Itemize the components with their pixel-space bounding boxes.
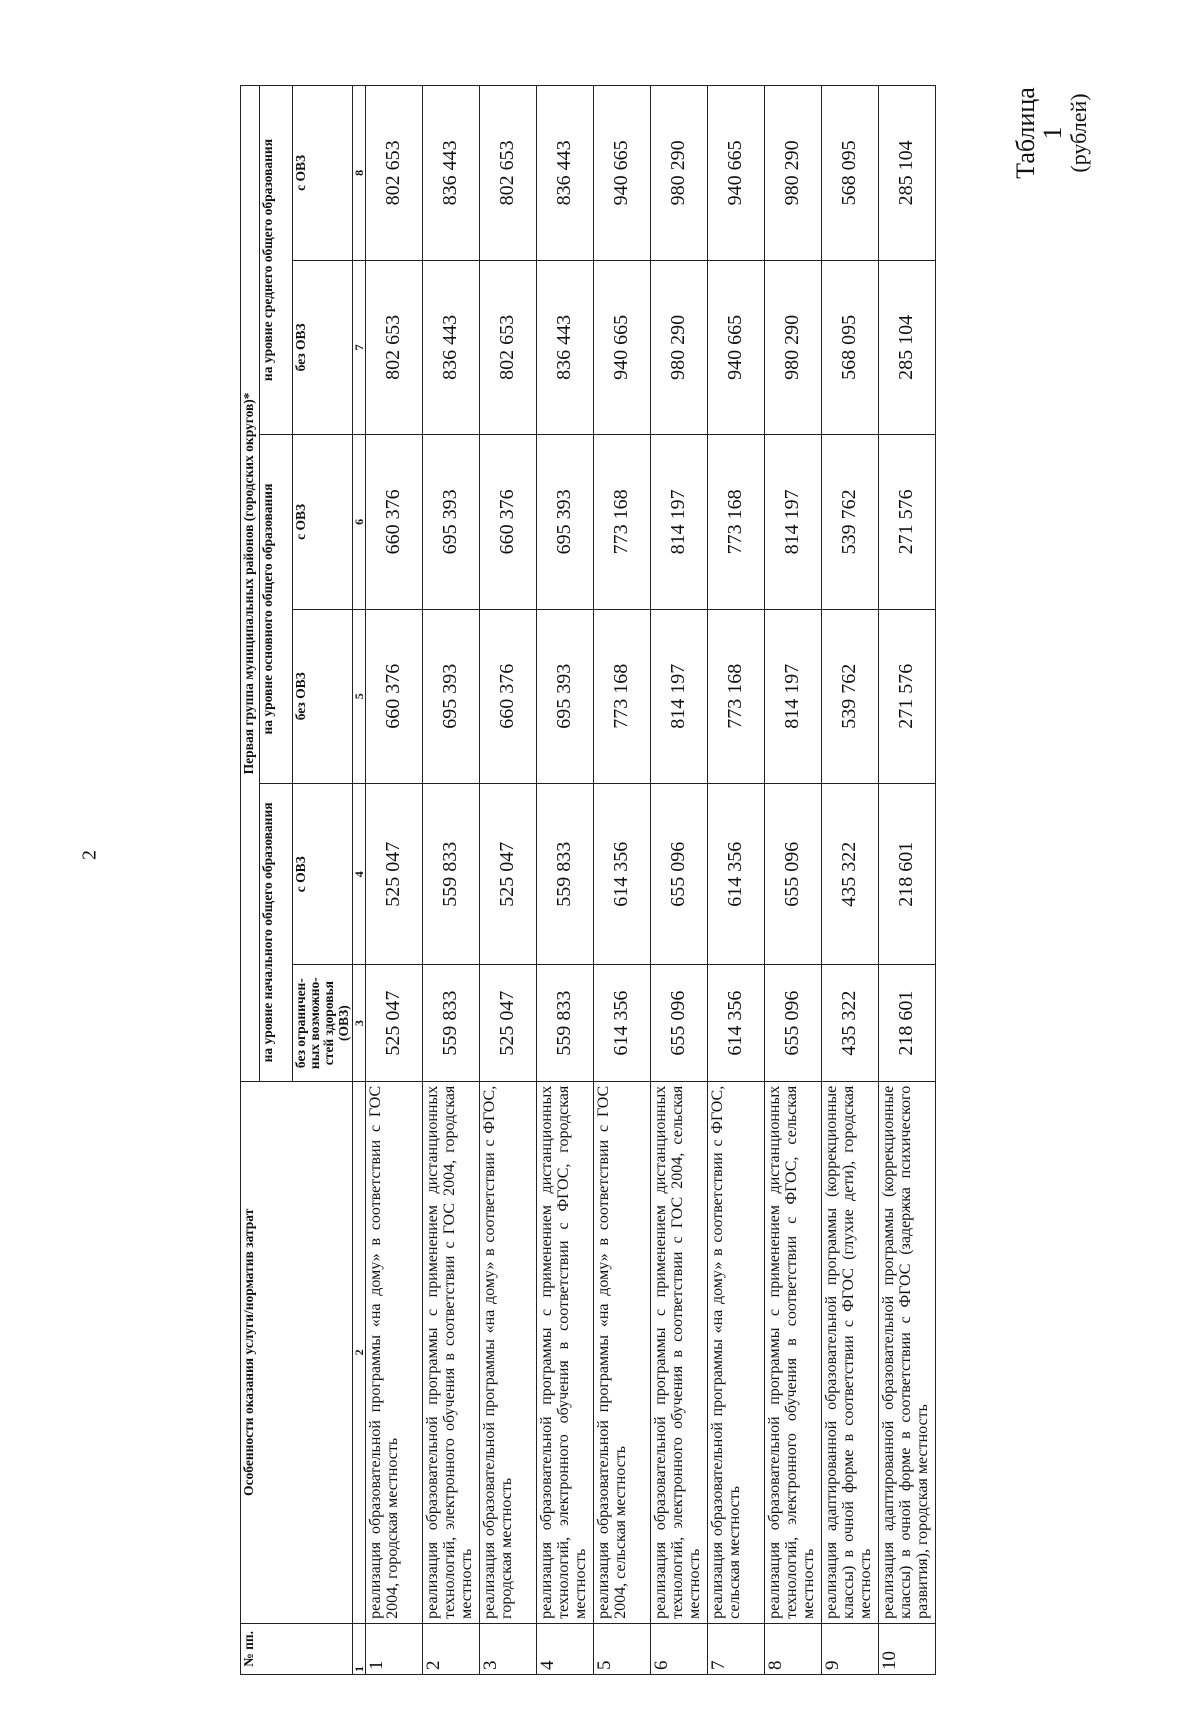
row-value: 940 665 bbox=[593, 260, 650, 434]
row-value: 980 290 bbox=[650, 260, 707, 434]
table-header bbox=[241, 86, 366, 1675]
column-number: 1 bbox=[352, 1623, 365, 1674]
header-level-basic: на уровне основного общего образования bbox=[260, 435, 293, 784]
row-value: 836 443 bbox=[422, 260, 479, 434]
row-value: 568 095 bbox=[821, 86, 878, 261]
row-value: 802 653 bbox=[365, 86, 422, 261]
row-description: реализация образовательной программы с применением дистанционных технологий, электронного обучения в соответствии с ГОС 2004, городская местность bbox=[422, 1081, 479, 1623]
row-value: 525 047 bbox=[365, 784, 422, 965]
header-sub-with-ovz: с ОВЗ bbox=[293, 435, 353, 609]
table-row bbox=[479, 86, 536, 1675]
row-value: 285 104 bbox=[878, 86, 935, 261]
row-value: 695 393 bbox=[422, 609, 479, 783]
row-value: 814 197 bbox=[650, 435, 707, 609]
row-value: 980 290 bbox=[650, 86, 707, 261]
header-sub-without-ovz: без ОВЗ bbox=[293, 609, 353, 783]
row-description: реализация адаптированной образовательной программы (коррекционные классы) в очной форме в соответствии с ФГОС (задержка психического развития), городская местность bbox=[878, 1081, 935, 1623]
column-number: 4 bbox=[352, 784, 365, 965]
header-level-secondary: на уровне среднего общего образования bbox=[260, 86, 293, 435]
row-number: 3 bbox=[479, 1623, 536, 1674]
column-number: 2 bbox=[352, 1081, 365, 1623]
row-value: 435 322 bbox=[821, 784, 878, 965]
row-number: 7 bbox=[707, 1623, 764, 1674]
row-value: 655 096 bbox=[764, 784, 821, 965]
row-value: 525 047 bbox=[479, 784, 536, 965]
header-service: Особенности оказания услуги/норматив затрат bbox=[241, 1081, 353, 1623]
table-row bbox=[365, 86, 422, 1675]
column-number: 8 bbox=[352, 86, 365, 261]
header-sub-with-ovz: с ОВЗ bbox=[293, 86, 353, 261]
table-row bbox=[707, 86, 764, 1675]
row-value: 655 096 bbox=[764, 965, 821, 1081]
header-sub-without-ovz: без ОВЗ bbox=[293, 260, 353, 434]
row-value: 655 096 bbox=[650, 784, 707, 965]
row-value: 695 393 bbox=[422, 435, 479, 609]
row-value: 695 393 bbox=[536, 609, 593, 783]
row-value: 285 104 bbox=[878, 260, 935, 434]
row-value: 940 665 bbox=[707, 86, 764, 261]
table-body bbox=[365, 86, 935, 1675]
row-value: 435 322 bbox=[821, 965, 878, 1081]
table-title bbox=[1012, 86, 1090, 180]
table-row bbox=[650, 86, 707, 1675]
row-value: 559 833 bbox=[422, 784, 479, 965]
row-value: 559 833 bbox=[536, 784, 593, 965]
column-number: 6 bbox=[352, 435, 365, 609]
row-value: 802 653 bbox=[479, 86, 536, 261]
row-value: 218 601 bbox=[878, 965, 935, 1081]
row-number: 5 bbox=[593, 1623, 650, 1674]
row-value: 614 356 bbox=[593, 784, 650, 965]
row-description: реализация адаптированной образовательной программы (коррекционные классы) в очной форме в соответствии с ФГОС (глухие дети), городская местность bbox=[821, 1081, 878, 1623]
table-caption: Таблица 1 bbox=[1011, 87, 1068, 179]
row-value: 802 653 bbox=[479, 260, 536, 434]
row-description: реализация образовательной программы «на дому» в соответствии с ГОС 2004, городская местность bbox=[365, 1081, 422, 1623]
row-value: 568 095 bbox=[821, 260, 878, 434]
row-value: 814 197 bbox=[764, 435, 821, 609]
table-row bbox=[764, 86, 821, 1675]
row-value: 271 576 bbox=[878, 609, 935, 783]
row-description: реализация образовательной программы «на дому» в соответствии с ГОС 2004, сельская местность bbox=[593, 1081, 650, 1623]
row-value: 836 443 bbox=[536, 260, 593, 434]
row-value: 614 356 bbox=[593, 965, 650, 1081]
row-value: 980 290 bbox=[764, 260, 821, 434]
row-value: 814 197 bbox=[764, 609, 821, 783]
row-value: 660 376 bbox=[479, 609, 536, 783]
row-number: 4 bbox=[536, 1623, 593, 1674]
row-value: 614 356 bbox=[707, 965, 764, 1081]
row-value: 660 376 bbox=[365, 609, 422, 783]
header-no: № пп. bbox=[241, 1623, 353, 1674]
table-row bbox=[821, 86, 878, 1675]
row-number: 2 bbox=[422, 1623, 479, 1674]
row-value: 525 047 bbox=[479, 965, 536, 1081]
row-value: 655 096 bbox=[650, 965, 707, 1081]
row-value: 773 168 bbox=[593, 609, 650, 783]
row-value: 614 356 bbox=[707, 784, 764, 965]
row-value: 940 665 bbox=[707, 260, 764, 434]
header-level-primary: на уровне начального общего образования bbox=[260, 784, 293, 1082]
row-value: 525 047 bbox=[365, 965, 422, 1081]
row-number: 1 bbox=[365, 1623, 422, 1674]
row-value: 660 376 bbox=[479, 435, 536, 609]
table-row bbox=[536, 86, 593, 1675]
row-value: 980 290 bbox=[764, 86, 821, 261]
column-number: 7 bbox=[352, 260, 365, 434]
column-number-row bbox=[352, 86, 365, 1675]
column-number: 5 bbox=[352, 609, 365, 783]
row-number: 6 bbox=[650, 1623, 707, 1674]
row-number: 9 bbox=[821, 1623, 878, 1674]
row-value: 836 443 bbox=[422, 86, 479, 261]
row-value: 814 197 bbox=[650, 609, 707, 783]
row-value: 940 665 bbox=[593, 86, 650, 261]
row-value: 836 443 bbox=[536, 86, 593, 261]
row-description: реализация образовательной программы с применением дистанционных технологий, электронного обучения в соответствии с ФГОС, сельская местность bbox=[764, 1081, 821, 1623]
page-number: 2 bbox=[78, 850, 101, 860]
row-description: реализация образовательной программы с применением дистанционных технологий, электронного обучения в соответствии с ГОС 2004, сельская местность bbox=[650, 1081, 707, 1623]
column-number: 3 bbox=[352, 965, 365, 1081]
row-value: 660 376 bbox=[365, 435, 422, 609]
row-value: 539 762 bbox=[821, 435, 878, 609]
row-value: 559 833 bbox=[422, 965, 479, 1081]
table-row bbox=[878, 86, 935, 1675]
row-number: 8 bbox=[764, 1623, 821, 1674]
row-value: 802 653 bbox=[365, 260, 422, 434]
norms-table bbox=[240, 85, 936, 1675]
header-group: Первая группа муниципальных районов (городских округов)* bbox=[241, 86, 260, 1082]
row-description: реализация образовательной программы «на дому» в соответствии с ФГОС, сельская местность bbox=[707, 1081, 764, 1623]
row-value: 559 833 bbox=[536, 965, 593, 1081]
row-value: 695 393 bbox=[536, 435, 593, 609]
header-sub-without-ovz: без ограничен-ных возможно-стей здоровья (ОВЗ) bbox=[293, 965, 353, 1081]
row-value: 773 168 bbox=[707, 435, 764, 609]
row-value: 271 576 bbox=[878, 435, 935, 609]
row-description: реализация образовательной программы с применением дистанционных технологий, электронного обучения в соответствии с ФГОС, городская местность bbox=[536, 1081, 593, 1623]
row-number: 10 bbox=[878, 1623, 935, 1674]
row-value: 218 601 bbox=[878, 784, 935, 965]
row-value: 539 762 bbox=[821, 609, 878, 783]
row-value: 773 168 bbox=[593, 435, 650, 609]
header-sub-with-ovz: с ОВЗ bbox=[293, 784, 353, 965]
table-unit: (рублей) bbox=[1065, 93, 1091, 173]
table-row bbox=[593, 86, 650, 1675]
row-value: 773 168 bbox=[707, 609, 764, 783]
row-description: реализация образовательной программы «на дому» в соответствии с ФГОС, городская местность bbox=[479, 1081, 536, 1623]
table-row bbox=[422, 86, 479, 1675]
